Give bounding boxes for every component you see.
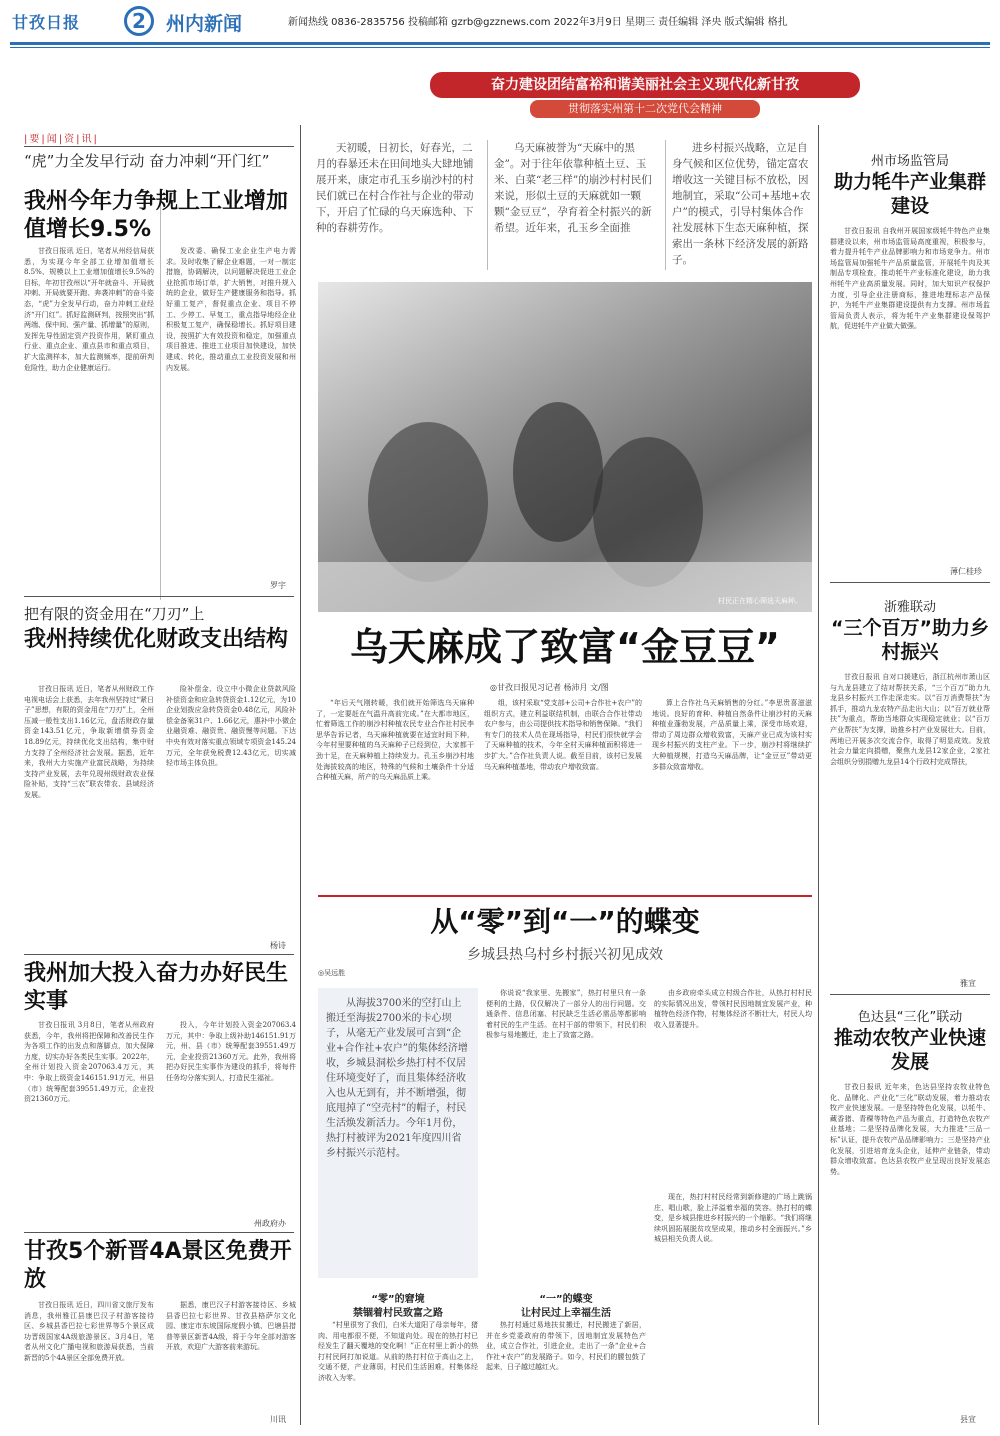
article-body: 发改委、确保工业企业生产电力需求。及时收集了解企业难题，一对一制定措施，协调解决，以问题解决促进工业企业抢抓市场订单，扩大销售，对推升规入统的企业，做好生产健康服务和指导。抓好重工复产，督促重点企业、项目不停工、少停工、早复工，重点指导地经企业积极复工复产，确保稳增长。抓好项目建设，按照扩大有效投资和稳定，加强重点项目推进、推进工业项目加快建设，加快建成、转化，推动重点工业投资发展和州内发展。 [166, 247, 296, 372]
article-body: 你说说“我家里、先搬家”，热打村里只有一条便利的土路，仅仅解决了一部分人的出行问题。交通条件、信息闭塞、村民缺乏生活必需品等都影响着村民的生产生活。在村干部的带领下，村民们积极参与易地搬迁，走上了致富之路。 [486, 989, 646, 1040]
article-body: 甘孜日报讯 近年来，色达县坚持农牧业特色化、品牌化、产业化“三化”联动发展，着力推动农牧产业快速发展。一是坚持特色化发展，以牦牛、藏香猪、青稞等特色产品为重点，打造特色农牧产业基地；二是坚持品牌化发展，大力推进“三品一标”认证，提升农牧产品品牌影响力；三是坚持产业化发展，引进培育龙头企业，延伸产业链条，带动群众增收致富。色达县农牧产业呈现出良好发展态势。 [830, 1083, 990, 1176]
article-body: 甘孜日报讯 近日，四川省文旅厅发布消息，我州雅江县康巴汉子村游客接待区、乡城县香巴拉七彩世界等5个景区成功晋级国家4A级旅游景区。3月4日，笔者从州文化广播电视和旅游局获悉，当前新晋的5个4A景区全部免费开放。 [24, 1301, 154, 1362]
article-headline: “三个百万”助力乡村振兴 [831, 617, 989, 663]
article-headline: 从“零”到“一”的蝶变 [430, 905, 700, 938]
article-headline: 我州持续优化财政支出结构 [24, 627, 289, 652]
subsection-subtitle: 让村民过上幸福生活 [521, 1308, 611, 1319]
section-name: 州内新闻 [166, 13, 243, 35]
rule [830, 994, 990, 995]
page-number: 2 [124, 6, 154, 36]
lead-paragraph: 天初暖，日初长，好春光，二月的春暴还未在田间地头大肆地铺展开来，康定市孔玉乡崩沙村的村民们就已在村合作社与企业的带动下，开启了忙碌的乌天麻选种、下种的春耕劳作。 [316, 142, 474, 234]
photo-caption: 村民正在精心筛选天麻种。 [718, 597, 802, 605]
masthead [0, 0, 1000, 42]
article-body: “村里很穷了我们，白米大道阳了母亲每年，猪肉、用电都很不便，不知道向处。现在的热打村已经发生了翻天覆地的变化啊！”正在村里上新小的热打村民阿打加说道。从前的热打村位于高山之上，交通不便，产业薄弱，村民们生活困难，村集体经济收入为零。 [318, 1321, 478, 1382]
article-body: 甘孜日报讯 自对口援建后，浙江杭州市萧山区与九龙县建立了结对帮扶关系，“三个百万”助力九龙县乡村振兴工作走深走实。以“百万消费帮扶”为抓手，推动九龙农特产品走出大山；以“百万就业帮扶”为重点，帮助当地群众实现稳定就业；以“百万产业帮扶”为支撑，助推乡村产业发展壮大。目前，两地已开展多次交流合作，取得了明显成效。发放社会力量定向捐赠，聚焦九龙县12家企业，2家社会组织分别捐赠九龙县14个行政村完成帮扶， [830, 673, 990, 766]
lead-paragraph: 进乡村振兴战略，立足自身气候和区位优势，锚定富农增收这一关键目标不放松，因地制宜，采取“公司+基地+农户”的模式，引导村集体合作社发展林下生态天麻种植，探索出一条林下经济发展的新路子。 [672, 142, 811, 266]
article-kicker: 浙雅联动 [883, 600, 936, 615]
article-body: 现在，热打村村民经常到新修建的广场上跳锅庄、唱山歌，脸上洋溢着幸福的笑容。热打村的蝶变，是乡城县推进乡村振兴的一个缩影。“我们将继续巩固拓展脱贫攻坚成果，推动乡村全面振兴。”乡城县相关负责人说。 [654, 1193, 812, 1244]
article-headline: 甘孜5个新晋4A景区免费开放 [24, 1239, 292, 1292]
subsection-subtitle: 禁锢着村民致富之路 [353, 1308, 443, 1319]
rule [24, 596, 294, 597]
lead-paragraph: 乌天麻被誉为“天麻中的黑金”。对于往年依靠种植土豆、玉米、白菜“老三样”的崩沙村村民们来说，形似土豆的天麻就如一颗颗“金豆豆”，孕育着全村振兴的新希望。近年来，孔玉乡全面推 [494, 142, 652, 234]
article-headline: 我州今年力争规上工业增加值增长9.5% [24, 189, 289, 242]
newspaper-logo: 甘孜日报 [12, 13, 81, 32]
article-body: 组，该村采取“党支部+公司+合作社+农户”的组织方式，建立利益联结机制，由联合合作社带动农户参与，由公司提供技术指导和销售保障。“我们有专门的技术人员在现场指导，村民们很快就学会了天麻种植的技术，今年全村天麻种植面积将进一步扩大。”合作社负责人说。截至目前，该村已发展乌天麻种植基地，带动农户增收致富。 [484, 699, 642, 771]
article-signature: 薄仁桂珍 [950, 567, 982, 576]
theme-banner [430, 72, 860, 122]
article-body: 甘孜日报讯 近日，笔者从州财政工作电视电话会上获悉，去年我州坚持过“紧日子”思想，有限的资金用在“刀刃”上，全州压减一般性支出1.16亿元，盘活财政存量资金143.51亿元，争取新增债券资金18.89亿元，持续优化支出结构，集中财力支持了全州经济社会发展。据悉，近年来，我州大力实施产业富民战略，为持续支持产业发展，去年兑现州级财政农业保险补贴，支持“三农”联农带农、县域经济发展。 [24, 685, 154, 799]
article-body: “年后天气刚转暖，我们就开始筛选乌天麻种了，一定要赶在气温升高前完成。”在大都市地区，忙着筛选工作的崩沙村种植农民专业合作社村民李思华告诉记者，乌天麻种植就要在适宜时间下种，今年村里要种植的乌天麻种子已经到位，大家都干劲十足，在天麻种植上持续发力。孔玉乡崩沙村地处海拔较高的地区，特殊的气候和土壤条件十分适合种植天麻，所产的乌天麻品质上乘。 [316, 699, 474, 782]
news-photo [318, 282, 812, 612]
article-signature: 县宣 [960, 1415, 976, 1424]
article-body: 算上合作社乌天麻销售的分红。”李思贵喜滋滋地说。良好的育种、种植自然条件让崩沙村的天麻种植业蓬勃发展，产品质量上乘，深受市场欢迎，带动了周边群众增收致富，天麻产业已成为该村实现乡村振兴的支柱产业。下一步，崩沙村将继续扩大种植规模，打造乌天麻品牌，让“金豆豆”带动更多群众致富增收。 [652, 699, 812, 771]
column-divider-light [160, 200, 161, 600]
article-kicker: 色达县“三化”联动 [857, 1010, 963, 1025]
subsection-title: “一”的蝶变 [539, 1294, 593, 1305]
column-divider-light [665, 140, 666, 270]
article-body: 由乡政府牵头成立村级合作社，从热打村村民的实际情况出发，带领村民因地制宜发展产业，种植特色经济作物，村集体经济不断壮大，村民人均收入显著提升。 [654, 989, 812, 1029]
main-byline: ◎甘孜日报见习记者 杨沛月 文/图 [490, 683, 609, 692]
article-headline: 助力牦牛产业集群建设 [833, 171, 986, 217]
subsection-title: “零”的窘境 [371, 1294, 425, 1305]
column-divider [300, 125, 301, 1425]
article-headline: 我州加大投入奋力办好民生实事 [24, 961, 289, 1014]
article-kicker: 州市场监管局 [870, 154, 949, 169]
article-body: 据悉，康巴汉子村游客接待区、乡城县香巴拉七彩世界、甘孜县格萨尔文化园、康定市东坡国际度假小镇、巴塘县措普等景区新晋4A级，将于今年全部对游客开放，欢迎广大游客前来游玩。 [166, 1301, 296, 1352]
rule [830, 582, 990, 583]
lead-box: 从海拔3700米的空打山上搬迁至海拔2700米的卡心坝子，从毫无产业发展可言到“企业+合作社+农户”的集体经济增收，乡城县洞松乡热打村不仅居住环境变好了，而且集体经济收入也从无到有，并不断增强，彻底甩掉了“空壳村”的帽子，村民生活焕发新活力。今年1月份，热打村被评为2021年度四川省乡村振兴示范村。 [318, 988, 478, 1278]
article-body: 热打村通过易地扶贫搬迁，村民搬进了新居，并在乡党委政府的带领下，因地制宜发展特色产业，成立合作社，引进企业，走出了一条“企业+合作社+农户”的发展路子。如今，村民们的腰包鼓了起来，日子越过越红火。 [486, 1321, 646, 1372]
main-headline: 乌天麻成了致富“金豆豆” [350, 625, 780, 669]
column-divider [818, 125, 819, 1425]
header-rule [10, 42, 990, 45]
article-signature: 雅宣 [960, 979, 976, 988]
rule [24, 1232, 294, 1233]
article-byline: ◎吴远胜 [318, 969, 346, 977]
column-tag: |要|闻|资|讯| [24, 134, 99, 145]
header-info: 新闻热线 0836-2835756 投稿邮箱 gzrb@gzznews.com 2022年3月9日 星期三 责任编辑 泽央 版式编辑 格扎 [288, 17, 788, 28]
rule [24, 146, 294, 147]
article-signature: 杨诗 [270, 941, 286, 950]
column-divider-light [487, 140, 488, 270]
section-rule [318, 895, 812, 897]
banner-subtitle: 贯彻落实州第十二次党代会精神 [530, 100, 760, 118]
article-signature: 罗宇 [270, 581, 286, 590]
photo-illustration [318, 282, 812, 612]
rule [24, 954, 294, 955]
article-subheadline: 乡城县热乌村乡村振兴初见成效 [467, 947, 663, 963]
banner-main-title: 奋力建设团结富裕和谐美丽社会主义现代化新甘孜 [430, 72, 860, 98]
article-signature: 州政府办 [254, 1219, 286, 1228]
article-body: 险补偿金、设立中小微企业贷款风险补偿资金和应急转贷资金1.12亿元，为10企业划拨应急转贷资金0.48亿元，风险补偿金备案31户、1.66亿元，惠补中小微企业融资难、融资贵、融资慢等问题。下达中央有效对落实重点领域专项资金145.24万元，全年获免税费12.43亿元，切实减轻市场主体负担。 [166, 685, 296, 768]
article-headline: 推动农牧产业快速发展 [833, 1027, 986, 1073]
article-body: 甘孜日报讯 3月8日，笔者从州政府获悉，今年，我州将把保障和改善民生作为各项工作的出发点和落脚点，加大保障力度，切实办好各类民生实事。2022年，全州计划投入资金207063.4万元，其中：争取上级资金146151.91万元，州县（市）统筹配套39551.49万元，企业投资21360万元。 [24, 1021, 154, 1104]
article-body: 投入，今年计划投入资金207063.4万元，其中：争取上级补助146151.91万元，州、县（市）统筹配套39551.49万元，企业投资21360万元。此外，我州将把办好民生实事作为建设的抓手，将每件任务均分落实到人，打造民生福祉。 [166, 1021, 296, 1082]
article-kicker: 把有限的资金用在“刀刃”上 [24, 605, 205, 623]
article-signature: 川讯 [270, 1415, 286, 1424]
article-body: 甘孜日报讯 近日，笔者从州经信局获悉，为实现今年全部工业增加值增长8.5%、规模以上工业增加值增长9.5%的目标，年初甘孜州以“开年就奋斗、开局就冲刺、开局就要开跑、奔袭冲刺”的奋斗姿态，“虎”力全发早行动，奋力冲刺工业经济“开门红”。抓好监测研判，按照突出“抓两端、保中间、强产量、抓增量”的原则，发挥先导性固定资产投资作用，紧盯重点行业、重点企业、重点县市和重点项目，扩大监测样本，加大监测频率，提前研判危险性，助力企业健康运行。 [24, 247, 154, 372]
article-kicker: “虎”力全发早行动 奋力冲刺“开门红” [24, 152, 270, 170]
article-body: 甘孜日报讯 自我州开展国家级牦牛特色产业集群建设以来，州市场监管局高度重视，积极参与，着力提升牦牛产业品牌影响力和市场竞争力。州市场监管局加强牦牛产品质量监管，开展牦牛肉及其制品专项检查，推动牦牛产业标准化建设，助力我州牦牛产业高质量发展。同时，加大知识产权保护力度，引导企业注册商标，推进地理标志产品保护，为牦牛产业集群建设提供有力支撑。州市场监管局负责人表示，将为牦牛产业集群建设保驾护航，促进牦牛产业做大做强。 [830, 227, 990, 331]
header-rule-thin [10, 47, 990, 48]
